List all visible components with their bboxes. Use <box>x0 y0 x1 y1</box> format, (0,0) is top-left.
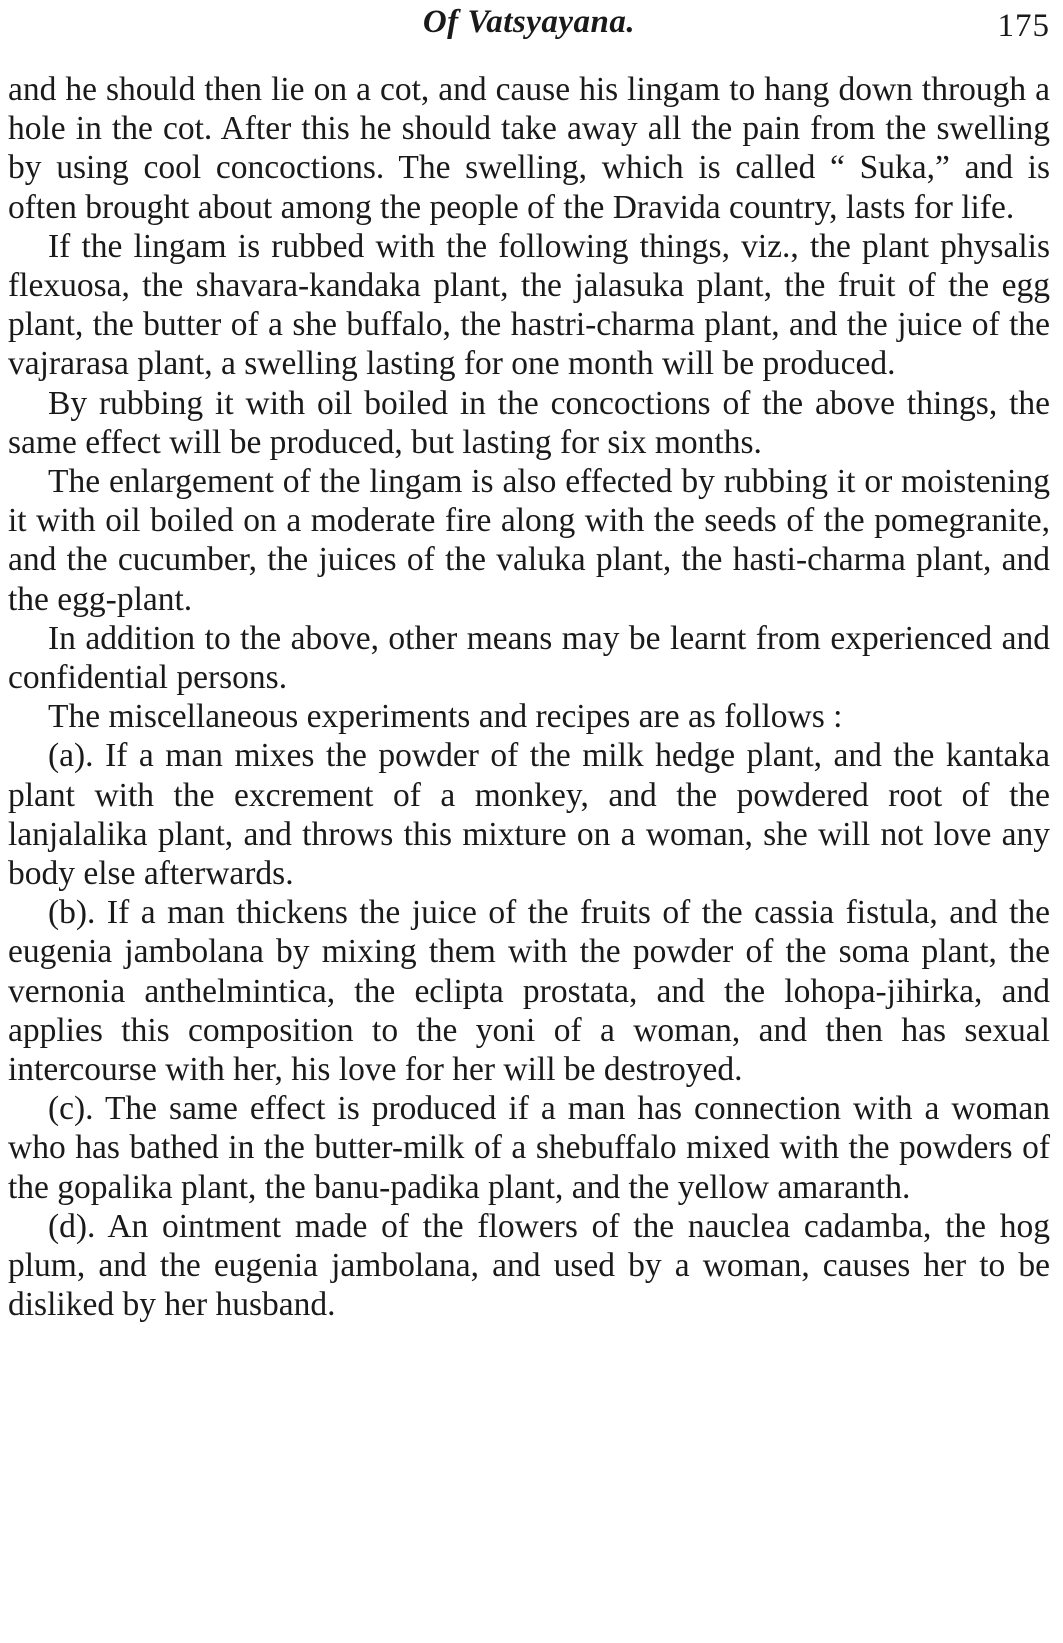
paragraph-lingam-rubbed: If the lingam is rubbed with the following things, viz., the plant physalis flexuosa, the shavara-kandaka plant, the jalasuka plant, the fruit of the egg plant, the butter of a she buffalo, the hastri-charma plant, and the juice of the vajrarasa plant, a swelling lasting for one month will be produced. <box>8 227 1050 383</box>
body-text <box>8 70 1050 1325</box>
book-page <box>8 0 1050 1643</box>
recipe-a: (a). If a man mixes the powder of the milk hedge plant, and the kantaka plant with the excrement of a monkey, and the powdered root of the lanjalalika plant, and throws this mixture on a woman, she will not love any body else afterwards. <box>8 737 1050 893</box>
paragraph-oil-boiled: By rubbing it with oil boiled in the concoctions of the above things, the same effect will be produced, but lasting for six months. <box>8 384 1050 461</box>
recipe-d: (d). An ointment made of the flowers of the nauclea cadamba, the hog plum, and the eugenia jambolana, and used by a woman, causes her to be disliked by her husband. <box>8 1207 1050 1324</box>
paragraph-enlargement: The enlargement of the lingam is also effected by rubbing it or moistening it with oil boiled on a moderate fire along with the seeds of the pomegranite, and the cucumber, the juices of the valuka plant, the hasti-charma plant, and the egg-plant. <box>8 463 1050 618</box>
page-header <box>8 4 1050 52</box>
page-number: 175 <box>997 8 1050 44</box>
paragraph-recipes-intro: The miscellaneous experiments and recipes are as follows : <box>48 698 843 736</box>
paragraph-continuation: and he should then lie on a cot, and cause his lingam to hang down through a hole in the cot. After this he should take away all the pain from the swelling by using cool concoctions. The swelling, which is called “ Suka,” and is often brought about among the people of the Dravida country, lasts for life. <box>8 71 1050 226</box>
running-title: Of Vatsyayana. <box>422 4 636 40</box>
recipe-c: (c). The same effect is produced if a man has connection with a woman who has bathed in the butter-milk of a shebuffalo mixed with the powders of the gopalika plant, the banu-padika plant, and the yellow amaranth. <box>8 1090 1050 1206</box>
recipe-b: (b). If a man thickens the juice of the fruits of the cassia fistula, and the eugenia jambolana by mixing them with the powder of the soma plant, the vernonia anthelmintica, the eclipta prostata, and the lohopa-jihirka, and applies this composition to the yoni of a woman, and then has sexual intercourse with her, his love for her will be destroyed. <box>8 894 1050 1089</box>
paragraph-other-means: In addition to the above, other means may be learnt from experienced and confidential persons. <box>8 619 1050 697</box>
